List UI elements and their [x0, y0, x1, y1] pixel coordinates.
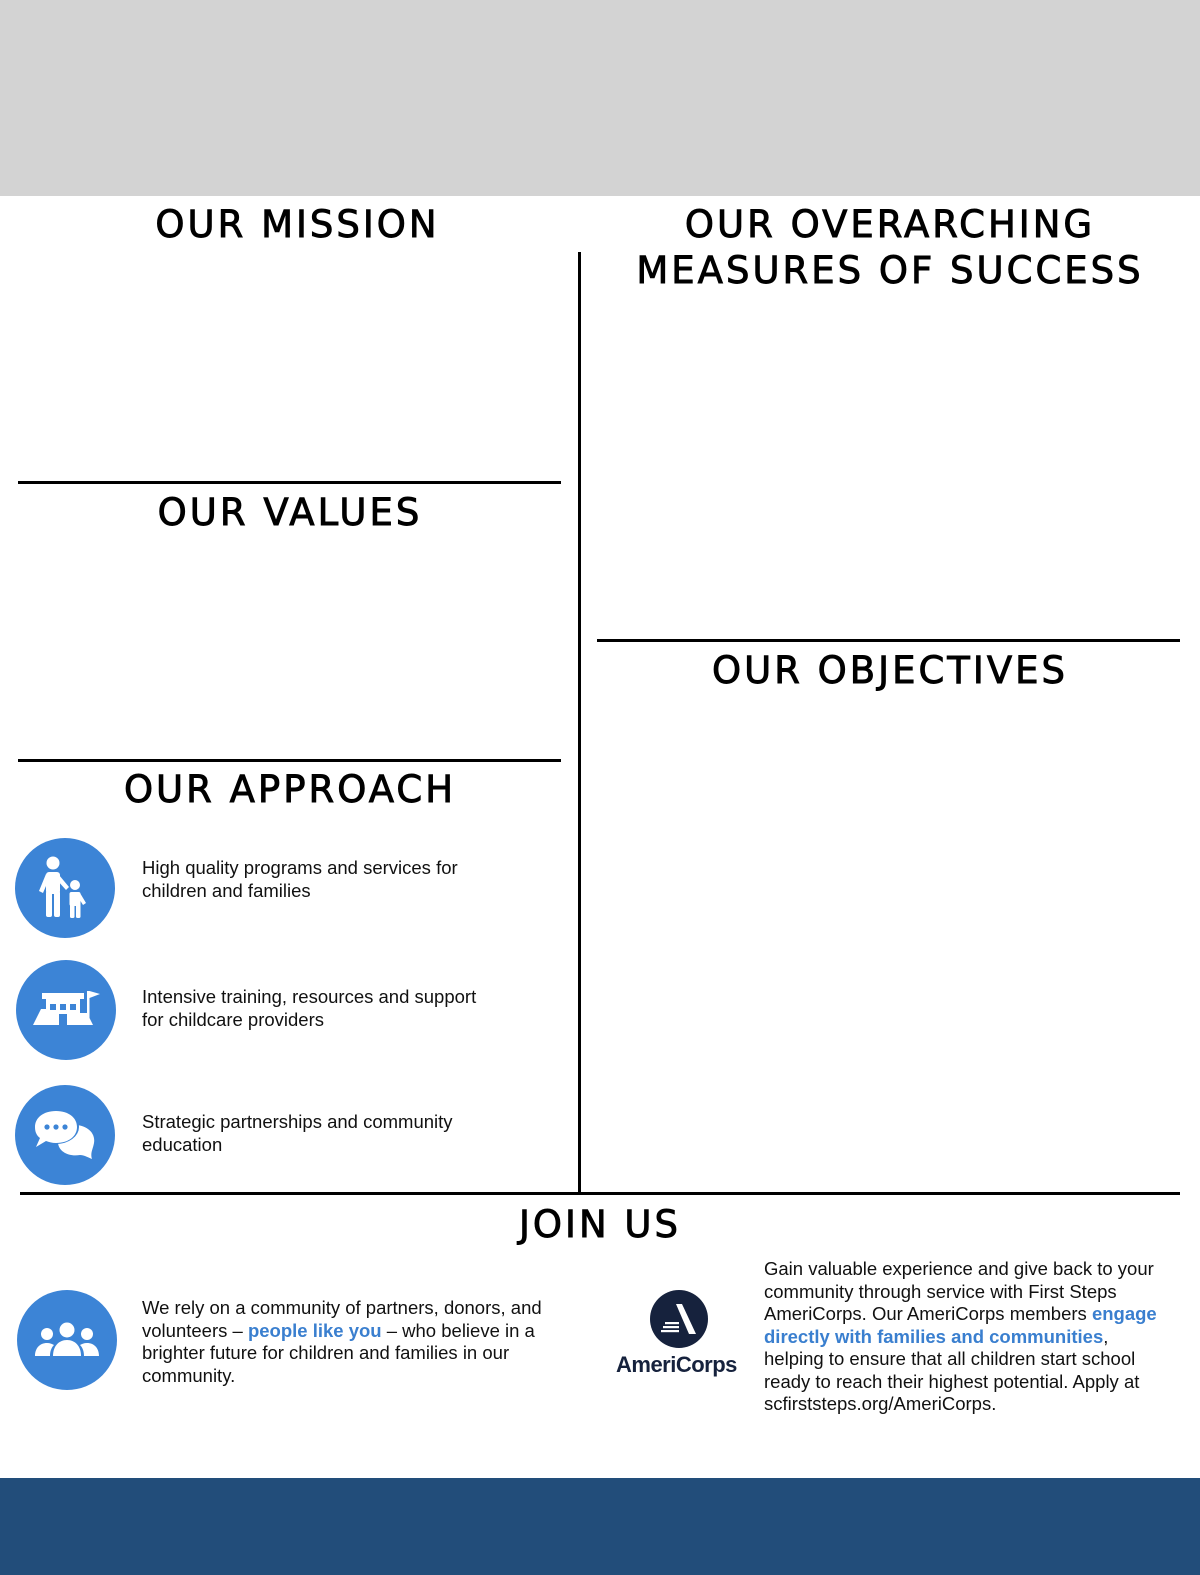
measures-heading	[590, 202, 1190, 294]
chat-bubbles-icon	[15, 1085, 115, 1185]
adult-child-icon	[15, 838, 115, 938]
measures-heading-line1: OUR OVERARCHING	[684, 203, 1096, 246]
values-heading: OUR VALUES	[157, 491, 423, 534]
people-like-you-text: people like you	[247, 1319, 382, 1341]
join-heading: JOIN US	[519, 1203, 681, 1246]
americorps-logo-text: AmeriCorps	[616, 1352, 737, 1377]
community-group-icon	[17, 1290, 117, 1390]
measures-objectives-divider	[597, 639, 1180, 642]
approach-item-1-text: High quality programs and services for children and families	[142, 857, 458, 901]
americorps-logo	[650, 1290, 708, 1348]
engage-directly-text: engage directly with families and communities	[764, 1303, 1157, 1347]
values-approach-divider	[18, 759, 561, 762]
header-band	[0, 0, 1200, 196]
approach-item-3-text: Strategic partnerships and community education	[142, 1111, 453, 1155]
center-divider	[578, 252, 581, 1192]
school-building-icon	[16, 960, 116, 1060]
join-right-text: Gain valuable experience and give back to your community through service with First Steps AmeriCorps. Our AmeriCorps members engage directly with families and communities, helping to ensure that all children start school ready to reach their highest potential. Apply at scfirststeps.org/AmeriCorps.	[764, 1258, 1157, 1414]
mission-heading: OUR MISSION	[155, 203, 440, 246]
join-divider	[20, 1192, 1180, 1195]
join-left-text: We rely on a community of partners, donors, and volunteers – people like you – who believe in a brighter future for children and families in our community.	[142, 1297, 542, 1386]
objectives-heading: OUR OBJECTIVES	[712, 649, 1068, 692]
mission-values-divider	[18, 481, 561, 484]
footer-band	[0, 1478, 1200, 1575]
approach-item-2-text: Intensive training, resources and support for childcare providers	[142, 986, 477, 1030]
approach-heading: OUR APPROACH	[123, 768, 457, 811]
measures-heading-line2: MEASURES OF SUCCESS	[636, 249, 1144, 292]
